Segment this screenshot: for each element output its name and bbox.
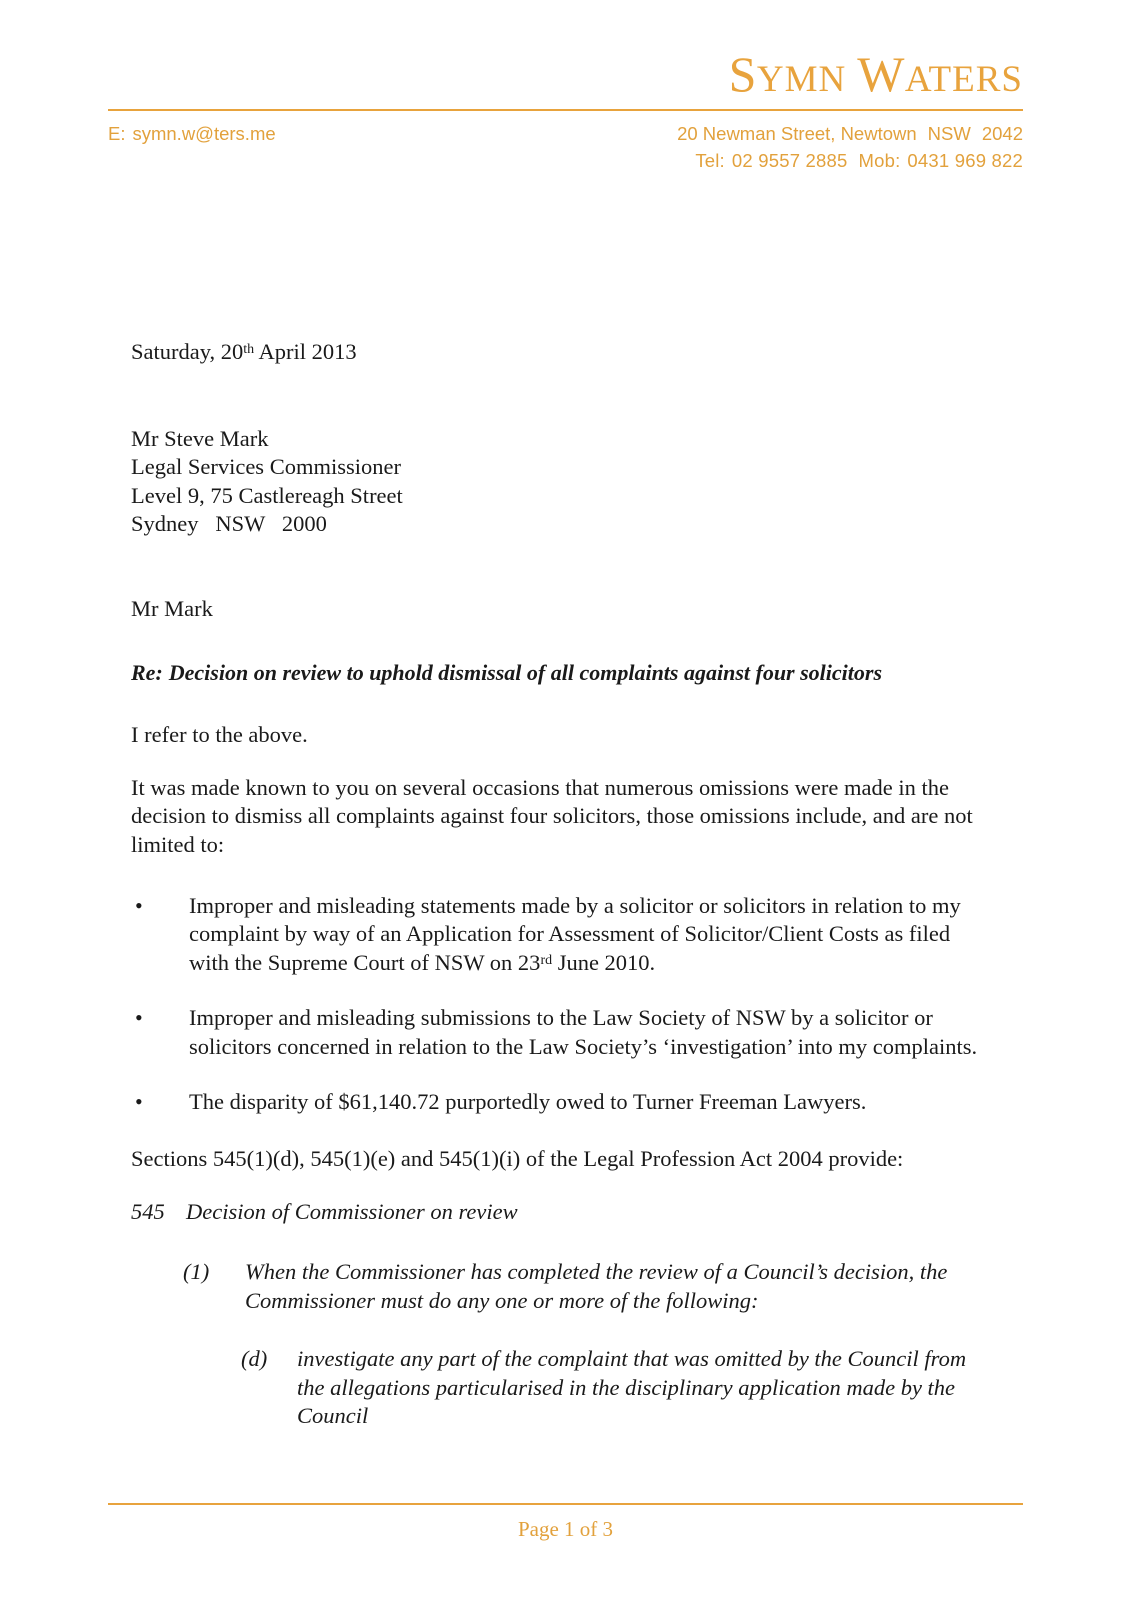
list-item-text-main: Improper and misleading submissions to the Law Society of NSW by a solicitor or solicitors concerned in relation to the Law Society’s ‘investigation’ into my complaints. [189, 1005, 978, 1059]
page-footer [108, 1503, 1023, 1542]
date-prefix: Saturday, 20 [131, 339, 244, 364]
subject-line [131, 659, 985, 687]
statute-heading [131, 1198, 985, 1227]
mobile-label: Mob: [858, 149, 901, 171]
list-item-text-tail: June 2010. [552, 949, 656, 975]
firm-wordmark-rest-2: ATERS [904, 59, 1023, 100]
bullet-marker-icon: • [135, 1089, 143, 1115]
salutation: Mr Mark [131, 595, 213, 621]
body-paragraph-2: It was made known to you on several occasions that numerous omissions were made in the decision to dismiss all complaints against four solicitors, those omissions include, and are not limited to: [131, 774, 973, 857]
subject-label: Re: [131, 660, 163, 686]
street-address: 20 Newman Street, Newtown [677, 123, 917, 144]
postal-address-line [677, 121, 1023, 148]
statute-title: Decision of Commissioner on review [186, 1198, 518, 1224]
subject-text: Decision on review to uphold dismissal of all complaints against four solicitors [168, 660, 883, 686]
list-item-text [189, 1004, 985, 1061]
letter-body [131, 338, 985, 1431]
date-suffix: April 2013 [254, 339, 357, 364]
list-item [131, 1088, 985, 1117]
bullet-marker-icon: • [135, 892, 143, 918]
letterhead [108, 48, 1023, 175]
email-label: E: [108, 123, 126, 144]
statute-subsection-1-text: When the Commissioner has completed the review of a Council’s decision, the Commissioner must do any one or more of the following: [245, 1259, 948, 1313]
omissions-list [131, 892, 985, 1117]
firm-wordmark-initial-2: W [857, 46, 905, 102]
list-item-ordinal-suffix: rd [540, 952, 553, 968]
contact-details [108, 121, 1023, 175]
email-block [108, 121, 276, 148]
date-line [131, 338, 985, 367]
body-paragraph-1: I refer to the above. [131, 722, 308, 748]
recipient-address [131, 425, 985, 539]
statute-paragraph-d-label: (d) [241, 1346, 268, 1372]
sections-intro-paragraph: Sections 545(1)(d), 545(1)(e) and 545(1)(i) of the Legal Profession Act 2004 provide: [131, 1145, 904, 1171]
statute-paragraph-d [241, 1345, 985, 1431]
address-state: NSW [927, 123, 971, 144]
recipient-line: Level 9, 75 Castlereagh Street [131, 482, 403, 508]
mobile-number: 0431 969 822 [907, 149, 1023, 171]
address-phone-block [677, 121, 1023, 175]
phone-line [677, 148, 1023, 175]
firm-wordmark [108, 48, 1023, 100]
recipient-line: Mr Steve Mark [131, 425, 269, 451]
recipient-line: Legal Services Commissioner [131, 454, 401, 480]
recipient-line: Sydney NSW 2000 [131, 511, 327, 537]
date-ordinal-suffix: th [243, 342, 255, 358]
statute-subsection-1-label: (1) [183, 1259, 210, 1285]
list-item [131, 892, 985, 978]
letterhead-divider [108, 109, 1023, 111]
list-item-text [189, 1088, 985, 1117]
firm-wordmark-rest-1: YMN [756, 59, 847, 100]
tel-label: Tel: [695, 149, 725, 171]
footer-divider [108, 1503, 1023, 1505]
firm-wordmark-initial-1: S [728, 46, 757, 102]
statute-quote [131, 1198, 985, 1431]
page-number: Page 1 of 3 [517, 1517, 614, 1541]
email-address[interactable]: symn.w@ters.me [132, 123, 276, 144]
statute-number: 545 [131, 1198, 165, 1224]
statute-paragraph-d-text: investigate any part of the complaint that was omitted by the Council from the allegations particularised in the disciplinary application made by the Council [297, 1346, 967, 1429]
list-item-text-main: The disparity of $61,140.72 purportedly owed to Turner Freeman Lawyers. [189, 1089, 867, 1115]
bullet-marker-icon: • [135, 1005, 143, 1031]
tel-number: 02 9557 2885 [731, 149, 848, 171]
list-item [131, 1004, 985, 1061]
statute-subsection-1 [183, 1258, 985, 1315]
list-item-text [189, 892, 985, 978]
list-item-text-main: Improper and misleading statements made by a solicitor or solicitors in relation to my complaint by way of an Application for Assessment of Solicitor/Client Costs as filed with the Supreme Court of NSW on 23 [189, 892, 961, 975]
address-postcode: 2042 [981, 123, 1023, 144]
